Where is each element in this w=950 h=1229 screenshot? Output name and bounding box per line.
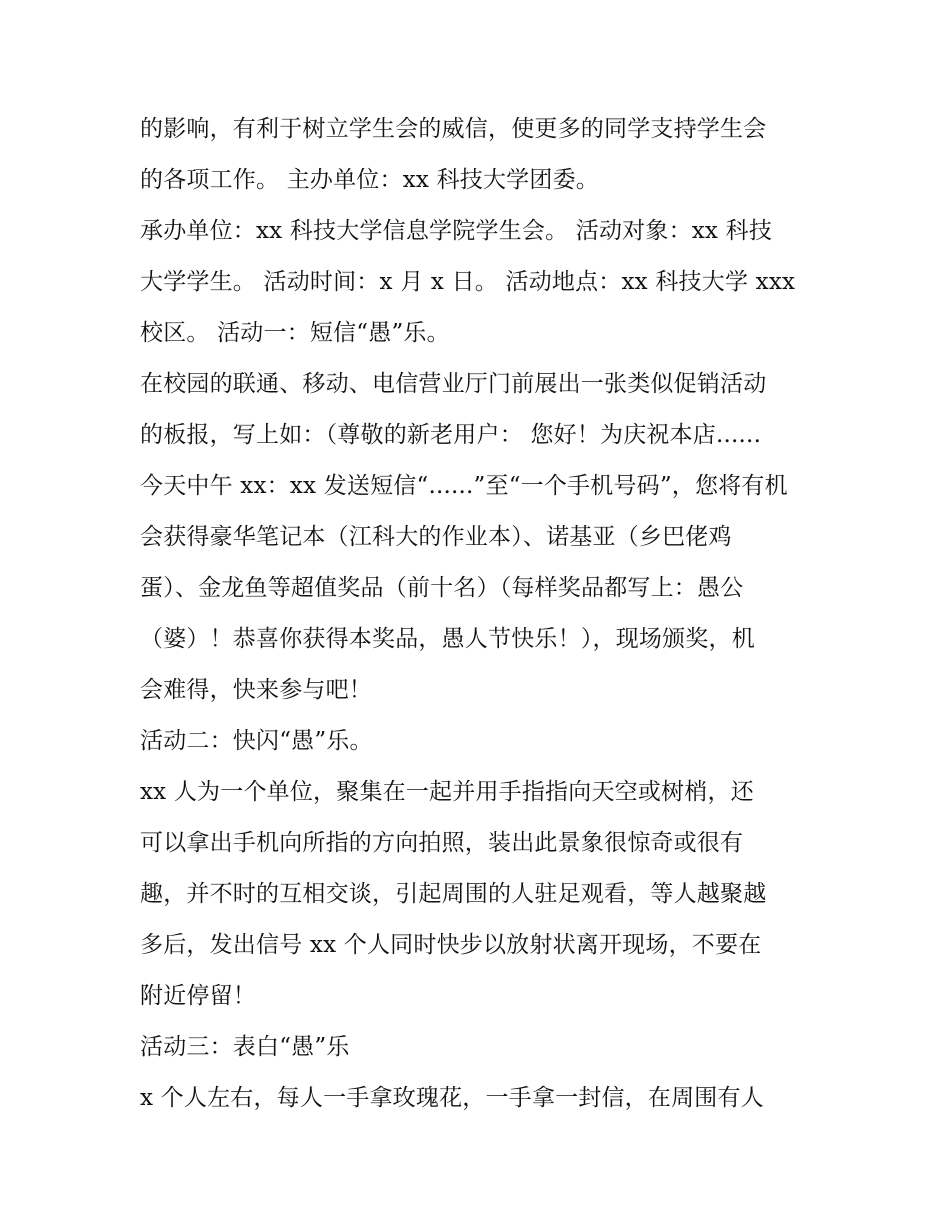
document-body bbox=[140, 104, 820, 1124]
text-line: 今天中午 xx：xx 发送短信“......”至“一个手机号码”，您将有机 bbox=[140, 473, 788, 499]
text-line: 大学学生。 活动时间：x 月 x 日。 活动地点：xx 科技大学 xxx bbox=[140, 269, 796, 295]
section-heading: 活动二：快闪“愚”乐。 bbox=[140, 728, 373, 754]
text-line: （婆）！恭喜你获得本奖品，愚人节快乐！），现场颁奖，机 bbox=[140, 626, 755, 652]
text-line: 附近停留！ bbox=[140, 983, 256, 1009]
text-line: 可以拿出手机向所指的方向拍照，装出此景象很惊奇或很有 bbox=[140, 830, 744, 856]
section-heading: 活动三：表白“愚”乐 bbox=[140, 1034, 350, 1060]
text-line: x 个人左右，每人一手拿玫瑰花，一手拿一封信，在周围有人 bbox=[140, 1085, 764, 1111]
text-line: 承办单位：xx 科技大学信息学院学生会。 活动对象：xx 科技 bbox=[140, 218, 773, 244]
text-line: 会获得豪华笔记本（江科大的作业本）、诺基亚（乡巴佬鸡 bbox=[140, 524, 732, 550]
text-line: 在校园的联通、移动、电信营业厅门前展出一张类似促销活动 bbox=[140, 371, 767, 397]
text-line: 蛋）、金龙鱼等超值奖品（前十名）（每样奖品都写上：愚公 bbox=[140, 575, 744, 601]
text-line: 会难得，快来参与吧！ bbox=[140, 677, 372, 703]
text-line: 校区。 活动一：短信“愚”乐。 bbox=[140, 320, 450, 346]
text-line: 的各项工作。 主办单位：xx 科技大学团委。 bbox=[140, 167, 599, 193]
text-line: 的影响，有利于树立学生会的威信，使更多的同学支持学生会 bbox=[140, 116, 767, 142]
text-line: xx 人为一个单位，聚集在一起并用手指指向天空或树梢，还 bbox=[140, 779, 754, 805]
text-line: 的板报，写上如：（尊敬的新老用户： 您好！为庆祝本店...... bbox=[140, 422, 762, 448]
text-line: 多后，发出信号 xx 个人同时快步以放射状离开现场，不要在 bbox=[140, 932, 762, 958]
text-line: 趣，并不时的互相交谈，引起周围的人驻足观看，等人越聚越 bbox=[140, 881, 767, 907]
